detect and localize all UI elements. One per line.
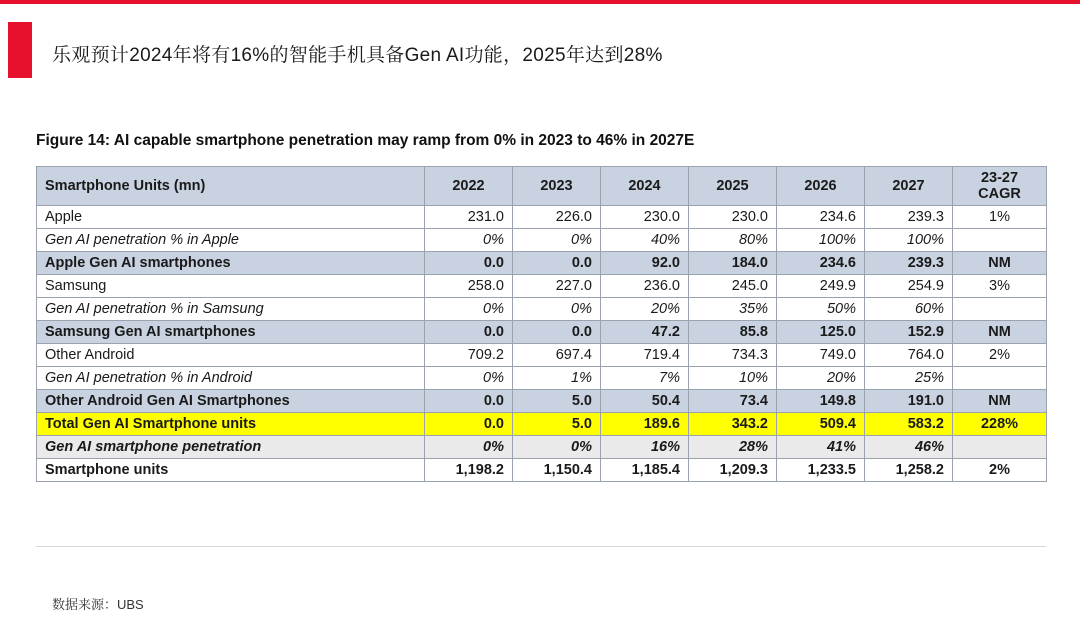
cell-2024: 16% bbox=[601, 436, 689, 459]
cell-2026: 509.4 bbox=[777, 413, 865, 436]
cell-2024: 230.0 bbox=[601, 206, 689, 229]
cell-2027: 60% bbox=[865, 298, 953, 321]
cell-cagr bbox=[953, 298, 1047, 321]
cell-2026: 234.6 bbox=[777, 206, 865, 229]
table-row bbox=[37, 321, 1047, 344]
cell-2026: 1,233.5 bbox=[777, 459, 865, 482]
table-body bbox=[37, 206, 1047, 482]
cell-2023: 0.0 bbox=[513, 252, 601, 275]
table-row bbox=[37, 436, 1047, 459]
cell-2027: 152.9 bbox=[865, 321, 953, 344]
figure-caption: Figure 14: AI capable smartphone penetration may ramp from 0% in 2023 to 46% in 2027E bbox=[36, 132, 695, 149]
cell-2025: 184.0 bbox=[689, 252, 777, 275]
row-label: Apple Gen AI smartphones bbox=[37, 252, 425, 275]
row-label: Gen AI penetration % in Samsung bbox=[37, 298, 425, 321]
cell-2022: 231.0 bbox=[425, 206, 513, 229]
cell-2025: 80% bbox=[689, 229, 777, 252]
column-header-2022: 2022 bbox=[425, 167, 513, 206]
cell-cagr bbox=[953, 229, 1047, 252]
row-label: Total Gen AI Smartphone units bbox=[37, 413, 425, 436]
cell-2023: 1% bbox=[513, 367, 601, 390]
cell-2026: 249.9 bbox=[777, 275, 865, 298]
cell-cagr: 1% bbox=[953, 206, 1047, 229]
cell-cagr: 2% bbox=[953, 344, 1047, 367]
cell-2026: 41% bbox=[777, 436, 865, 459]
cell-2024: 20% bbox=[601, 298, 689, 321]
cell-cagr: 2% bbox=[953, 459, 1047, 482]
table-row bbox=[37, 252, 1047, 275]
row-label: Apple bbox=[37, 206, 425, 229]
cell-2027: 583.2 bbox=[865, 413, 953, 436]
table-row bbox=[37, 390, 1047, 413]
cell-2022: 1,198.2 bbox=[425, 459, 513, 482]
cell-2023: 227.0 bbox=[513, 275, 601, 298]
table-row bbox=[37, 206, 1047, 229]
cell-2022: 0.0 bbox=[425, 390, 513, 413]
cell-2025: 85.8 bbox=[689, 321, 777, 344]
cell-2023: 1,150.4 bbox=[513, 459, 601, 482]
cell-2024: 47.2 bbox=[601, 321, 689, 344]
table-row-total bbox=[37, 413, 1047, 436]
cell-2027: 764.0 bbox=[865, 344, 953, 367]
data-table-container bbox=[36, 166, 1046, 482]
cell-2025: 343.2 bbox=[689, 413, 777, 436]
cell-2024: 40% bbox=[601, 229, 689, 252]
cell-2022: 0.0 bbox=[425, 321, 513, 344]
cell-2024: 189.6 bbox=[601, 413, 689, 436]
cell-2025: 734.3 bbox=[689, 344, 777, 367]
cell-2026: 50% bbox=[777, 298, 865, 321]
cell-cagr: NM bbox=[953, 252, 1047, 275]
cell-2024: 236.0 bbox=[601, 275, 689, 298]
table-header bbox=[37, 167, 1047, 206]
cell-cagr: NM bbox=[953, 390, 1047, 413]
page-title: 乐观预计2024年将有16%的智能手机具备Gen AI功能，2025年达到28% bbox=[52, 45, 663, 66]
table-row bbox=[37, 367, 1047, 390]
cell-2024: 719.4 bbox=[601, 344, 689, 367]
row-label: Gen AI penetration % in Apple bbox=[37, 229, 425, 252]
cell-2025: 1,209.3 bbox=[689, 459, 777, 482]
table-row bbox=[37, 275, 1047, 298]
column-header-2027: 2027 bbox=[865, 167, 953, 206]
cell-2025: 245.0 bbox=[689, 275, 777, 298]
cell-2027: 100% bbox=[865, 229, 953, 252]
column-header-cagr: 23-27 CAGR bbox=[953, 167, 1047, 206]
cell-2025: 230.0 bbox=[689, 206, 777, 229]
column-header-2023: 2023 bbox=[513, 167, 601, 206]
cell-2027: 191.0 bbox=[865, 390, 953, 413]
cell-2026: 125.0 bbox=[777, 321, 865, 344]
column-header-2024: 2024 bbox=[601, 167, 689, 206]
table-row bbox=[37, 459, 1047, 482]
cell-2027: 254.9 bbox=[865, 275, 953, 298]
cell-2023: 5.0 bbox=[513, 390, 601, 413]
cell-2027: 239.3 bbox=[865, 206, 953, 229]
table-row bbox=[37, 229, 1047, 252]
smartphone-units-table bbox=[36, 166, 1047, 482]
row-label: Samsung Gen AI smartphones bbox=[37, 321, 425, 344]
row-label: Gen AI smartphone penetration bbox=[37, 436, 425, 459]
row-label: Gen AI penetration % in Android bbox=[37, 367, 425, 390]
cell-2024: 50.4 bbox=[601, 390, 689, 413]
cell-2022: 0% bbox=[425, 367, 513, 390]
cell-2027: 239.3 bbox=[865, 252, 953, 275]
source-note: 数据来源：UBS bbox=[52, 597, 144, 612]
column-header-label: Smartphone Units (mn) bbox=[37, 167, 425, 206]
cell-2023: 0% bbox=[513, 229, 601, 252]
cell-cagr bbox=[953, 367, 1047, 390]
cell-2026: 749.0 bbox=[777, 344, 865, 367]
column-header-2026: 2026 bbox=[777, 167, 865, 206]
cell-2022: 0% bbox=[425, 436, 513, 459]
cell-cagr bbox=[953, 436, 1047, 459]
table-header-row bbox=[37, 167, 1047, 206]
column-header-2025: 2025 bbox=[689, 167, 777, 206]
cell-2022: 0% bbox=[425, 229, 513, 252]
cell-2025: 35% bbox=[689, 298, 777, 321]
cell-2022: 0.0 bbox=[425, 252, 513, 275]
table-row bbox=[37, 298, 1047, 321]
cell-2027: 46% bbox=[865, 436, 953, 459]
cell-2023: 226.0 bbox=[513, 206, 601, 229]
cell-2026: 234.6 bbox=[777, 252, 865, 275]
cell-2022: 0.0 bbox=[425, 413, 513, 436]
row-label: Smartphone units bbox=[37, 459, 425, 482]
footer-divider bbox=[36, 546, 1046, 547]
cell-cagr: NM bbox=[953, 321, 1047, 344]
cell-2025: 73.4 bbox=[689, 390, 777, 413]
cell-2026: 100% bbox=[777, 229, 865, 252]
cell-2023: 0% bbox=[513, 298, 601, 321]
cell-2022: 709.2 bbox=[425, 344, 513, 367]
cell-2022: 258.0 bbox=[425, 275, 513, 298]
cell-2025: 10% bbox=[689, 367, 777, 390]
cell-2027: 1,258.2 bbox=[865, 459, 953, 482]
cell-2026: 20% bbox=[777, 367, 865, 390]
row-label: Other Android Gen AI Smartphones bbox=[37, 390, 425, 413]
cell-2027: 25% bbox=[865, 367, 953, 390]
cell-2023: 697.4 bbox=[513, 344, 601, 367]
cell-2025: 28% bbox=[689, 436, 777, 459]
cell-2026: 149.8 bbox=[777, 390, 865, 413]
cell-2024: 92.0 bbox=[601, 252, 689, 275]
cell-2024: 7% bbox=[601, 367, 689, 390]
cell-cagr: 228% bbox=[953, 413, 1047, 436]
cell-2023: 5.0 bbox=[513, 413, 601, 436]
title-accent-marker bbox=[8, 22, 32, 78]
cell-2024: 1,185.4 bbox=[601, 459, 689, 482]
row-label: Samsung bbox=[37, 275, 425, 298]
cell-cagr: 3% bbox=[953, 275, 1047, 298]
table-row bbox=[37, 344, 1047, 367]
row-label: Other Android bbox=[37, 344, 425, 367]
cell-2023: 0% bbox=[513, 436, 601, 459]
top-accent-rule bbox=[0, 0, 1080, 4]
cell-2023: 0.0 bbox=[513, 321, 601, 344]
cell-2022: 0% bbox=[425, 298, 513, 321]
